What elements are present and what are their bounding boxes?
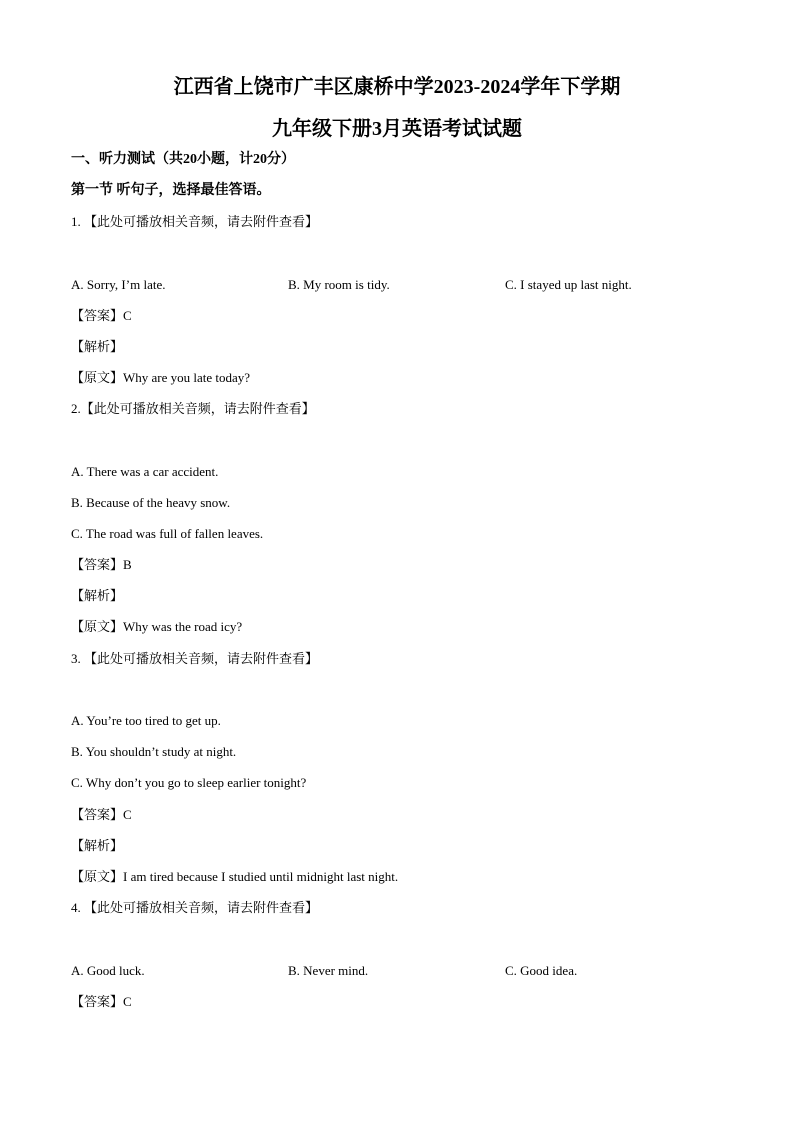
- option-b: B. My room is tidy.: [288, 277, 390, 292]
- answer: 【答案】C: [71, 807, 132, 822]
- document-title-line1: 江西省上饶市广丰区康桥中学2023-2024学年下学期: [173, 76, 621, 98]
- answer: 【答案】B: [71, 557, 132, 572]
- option-c: C. Why don’t you go to sleep earlier tonight?: [71, 775, 307, 790]
- section-heading: 一、听力测试（共20小题，计20分）: [71, 152, 295, 167]
- analysis: 【解析】: [71, 588, 124, 603]
- original-text: 【原文】Why was the road icy?: [71, 619, 243, 634]
- question-prompt: 3. 【此处可播放相关音频，请去附件查看】: [71, 651, 319, 666]
- option-b: B. You shouldn’t study at night.: [71, 744, 237, 759]
- original-text: 【原文】Why are you late today?: [71, 370, 251, 385]
- answer: 【答案】C: [71, 308, 132, 323]
- option-a: A. Sorry, I’m late.: [71, 277, 166, 292]
- option-a: A. Good luck.: [71, 963, 145, 978]
- option-c: C. The road was full of fallen leaves.: [71, 526, 264, 541]
- option-c: C. Good idea.: [505, 963, 578, 978]
- document-title-line2: 九年级下册3月英语考试试题: [272, 118, 522, 140]
- analysis: 【解析】: [71, 339, 124, 354]
- part-heading: 第一节 听句子，选择最佳答语。: [71, 183, 271, 198]
- question-prompt: 4. 【此处可播放相关音频，请去附件查看】: [71, 900, 319, 915]
- option-b: B. Never mind.: [288, 963, 369, 978]
- question-prompt: 1. 【此处可播放相关音频，请去附件查看】: [71, 214, 319, 229]
- option-c: C. I stayed up last night.: [505, 277, 632, 292]
- option-a: A. There was a car accident.: [71, 464, 219, 479]
- original-text: 【原文】I am tired because I studied until midnight last night.: [71, 869, 399, 884]
- answer: 【答案】C: [71, 994, 132, 1009]
- analysis: 【解析】: [71, 838, 124, 853]
- question-prompt: 2.【此处可播放相关音频，请去附件查看】: [71, 401, 315, 416]
- option-b: B. Because of the heavy snow.: [71, 495, 231, 510]
- option-a: A. You’re too tired to get up.: [71, 713, 221, 728]
